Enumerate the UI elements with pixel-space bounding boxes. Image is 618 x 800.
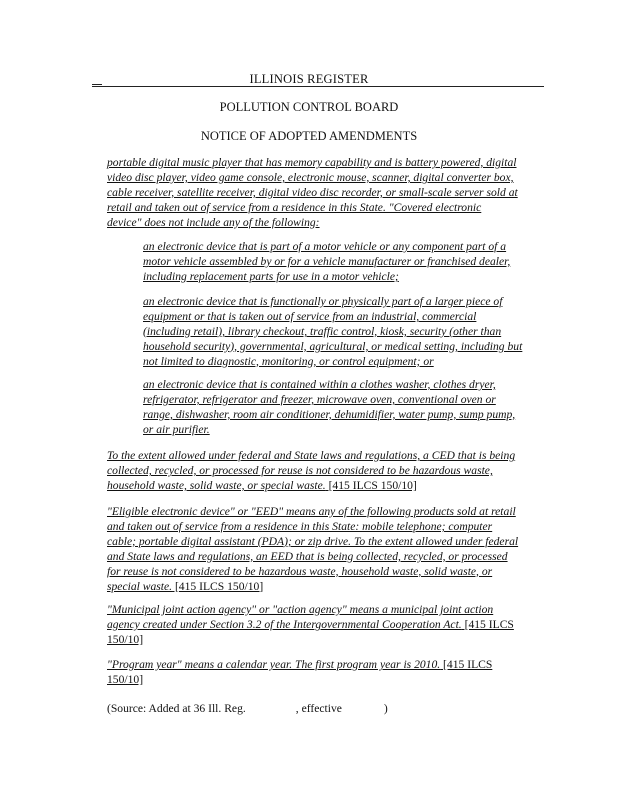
program-year-definition xyxy=(107,658,547,688)
text-line: device" does not include any of the following: xyxy=(107,215,320,229)
text-line: cable; portable digital assistant (PDA); or zip drive. To the extent allowed under federal xyxy=(107,534,519,548)
text-line: retail and taken out of service from a residence in this State. "Covered electronic xyxy=(107,200,482,214)
text-span: household waste, solid waste, or special waste. xyxy=(107,478,326,492)
text-line: collected, recycled, or processed for reuse is not considered to be hazardous waste, xyxy=(107,463,493,477)
text-span: special waste. xyxy=(107,579,173,593)
text-line: refrigerator, refrigerator and freezer, microwave oven, conventional oven or xyxy=(143,392,496,406)
text-line: and taken out of service from a residence in this State: mobile telephone; computer xyxy=(107,519,493,533)
text-line: video disc player, video game console, electronic mouse, scanner, digital converter box, xyxy=(107,170,514,184)
text-line: or air purifier. xyxy=(143,422,210,436)
text-line: "Eligible electronic device" or "EED" means any of the following products sold at retail xyxy=(107,505,516,518)
agency-name: POLLUTION CONTROL BOARD xyxy=(219,100,399,114)
text-span: "Program year" means a calendar year. The first program year is 2010. xyxy=(107,658,441,671)
source-note xyxy=(107,702,547,717)
text-line: equipment or that is taken out of service from an industrial, commercial xyxy=(143,309,477,323)
text-line: an electronic device that is functionally or physically part of a larger piece of xyxy=(143,295,503,308)
citation: 150/10] xyxy=(107,632,144,646)
text-line: To the extent allowed under federal and State laws and regulations, a CED that is being xyxy=(107,449,516,462)
text-line: household security), governmental, agricultural, or medical setting, including but xyxy=(143,339,523,353)
register-title: ILLINOIS REGISTER xyxy=(249,72,369,86)
text-line xyxy=(107,658,547,673)
text-line: portable digital music player that has memory capability and is battery powered, digital xyxy=(107,156,517,169)
text-line: including replacement parts for use in a motor vehicle; xyxy=(143,269,399,283)
text-line xyxy=(107,580,547,595)
exclusion-item-3 xyxy=(143,378,545,438)
citation: [415 ILCS 150/10] xyxy=(172,579,264,593)
source-text: (Source: Added at 36 Ill. Reg. xyxy=(107,702,246,715)
source-close: ) xyxy=(383,702,388,715)
text-line: and State laws and regulations, an EED that is being collected, recycled, or processed xyxy=(107,549,508,563)
text-line: motor vehicle assembled by or for a vehicle manufacturer or franchised dealer, xyxy=(143,254,511,268)
text-line: range, dishwasher, room air conditioner, dehumidifier, water pump, sump pump, xyxy=(143,407,516,421)
citation: [415 ILCS 150/10] xyxy=(325,478,417,492)
exclusion-item-2 xyxy=(143,295,545,370)
source-effective: , effective xyxy=(295,702,342,715)
text-line: not limited to diagnostic, monitoring, or control equipment; or xyxy=(143,354,434,368)
text-line: (including retail), library checkout, traffic control, kiosk, security (other than xyxy=(143,324,502,338)
text-line: for reuse is not considered to be hazardous waste, household waste, solid waste, or xyxy=(107,564,493,578)
ced-waste-paragraph xyxy=(107,449,547,494)
citation: [415 ILCS xyxy=(461,617,514,631)
text-line: "Municipal joint action agency" or "action agency" means a municipal joint action xyxy=(107,603,494,616)
text-line: cable receiver, satellite receiver, digital video disc recorder, or small-scale server sold at xyxy=(107,185,518,199)
eed-definition xyxy=(107,505,547,594)
action-agency-definition xyxy=(107,603,547,648)
citation: [415 ILCS xyxy=(440,658,493,671)
definition-continued xyxy=(107,156,547,231)
text-line: an electronic device that is contained within a clothes washer, clothes dryer, xyxy=(143,378,496,391)
text-line: an electronic device that is part of a motor vehicle or any component part of a xyxy=(143,240,507,253)
text-line xyxy=(107,618,547,633)
text-line xyxy=(107,479,547,494)
citation: 150/10] xyxy=(107,672,144,686)
exclusion-item-1 xyxy=(143,240,545,285)
notice-title: NOTICE OF ADOPTED AMENDMENTS xyxy=(200,129,418,143)
text-span: agency created under Section 3.2 of the Intergovernmental Cooperation Act. xyxy=(107,617,462,631)
